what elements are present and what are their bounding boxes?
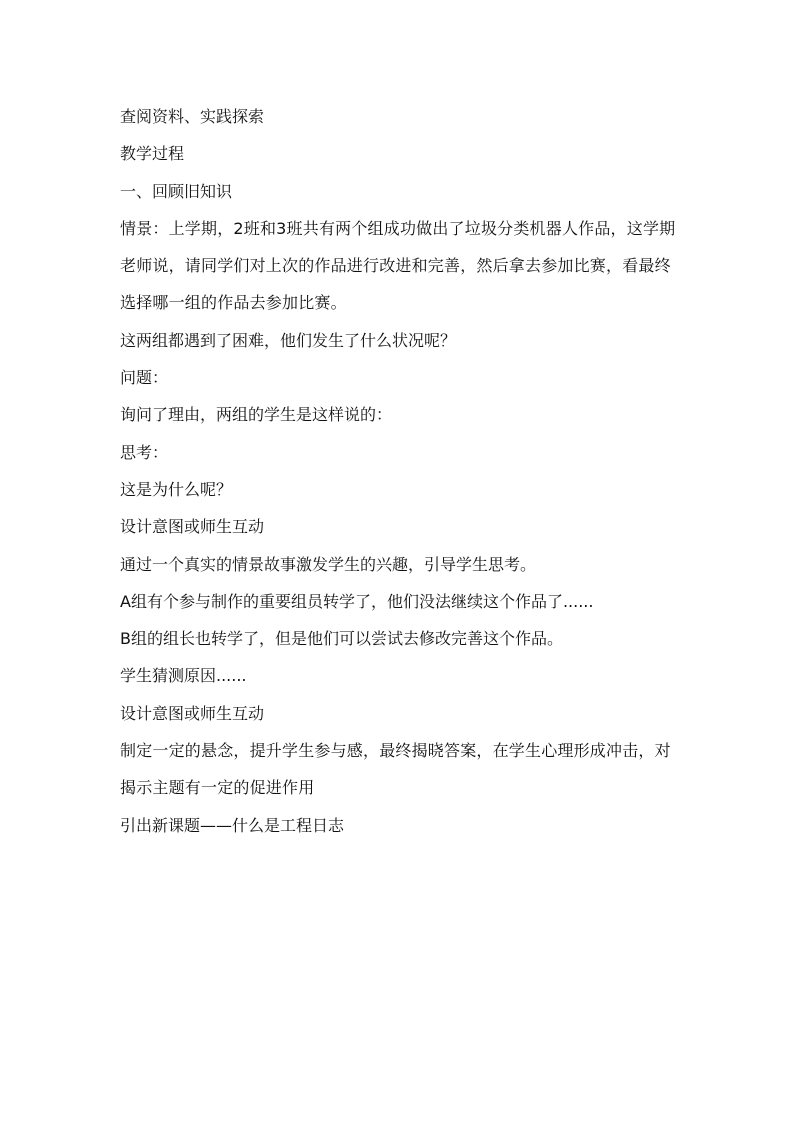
paragraph-review-heading: 一、回顾旧知识 [120,181,233,201]
paragraph-teaching-process: 教学过程 [120,144,185,164]
paragraph-real-story: 通过一个真实的情景故事激发学生的兴趣，引导学生思考。 [120,554,537,574]
paragraph-design-intent-1: 设计意图或师生互动 [120,517,265,537]
paragraph-reason: 询问了理由，两组的学生是这样说的： [120,405,393,425]
paragraph-why: 这是为什么呢？ [120,479,233,499]
paragraph-group-a: A组有个参与制作的重要组员转学了，他们没法继续这个作品了...... [120,591,594,611]
document-body [120,98,680,844]
paragraph-scenario: 情景：上学期，2班和3班共有两个组成功做出了垃圾分类机器人作品，这学期老师说，请同学们对上次的作品进行改进和完善，然后拿去参加比赛，看最终选择哪一组的作品去参加比赛。 [120,218,676,313]
paragraph-question: 问题： [120,368,169,388]
paragraph-think: 思考： [120,442,169,462]
paragraph-student-guess: 学生猜测原因...... [120,666,247,686]
paragraph-suspense: 制定一定的悬念，提升学生参与感，最终揭晓答案，在学生心理形成冲击，对揭示主题有一定的促进作用 [120,741,671,798]
paragraph-difficulty: 这两组都遇到了困难，他们发生了什么状况呢？ [120,330,457,350]
paragraph-group-b: B组的组长也转学了，但是他们可以尝试去修改完善这个作品。 [120,629,563,649]
paragraph-new-topic: 引出新课题——什么是工程日志 [120,815,345,835]
paragraph-design-intent-2: 设计意图或师生互动 [120,703,265,723]
paragraph-materials: 查阅资料、实践探索 [120,107,265,126]
